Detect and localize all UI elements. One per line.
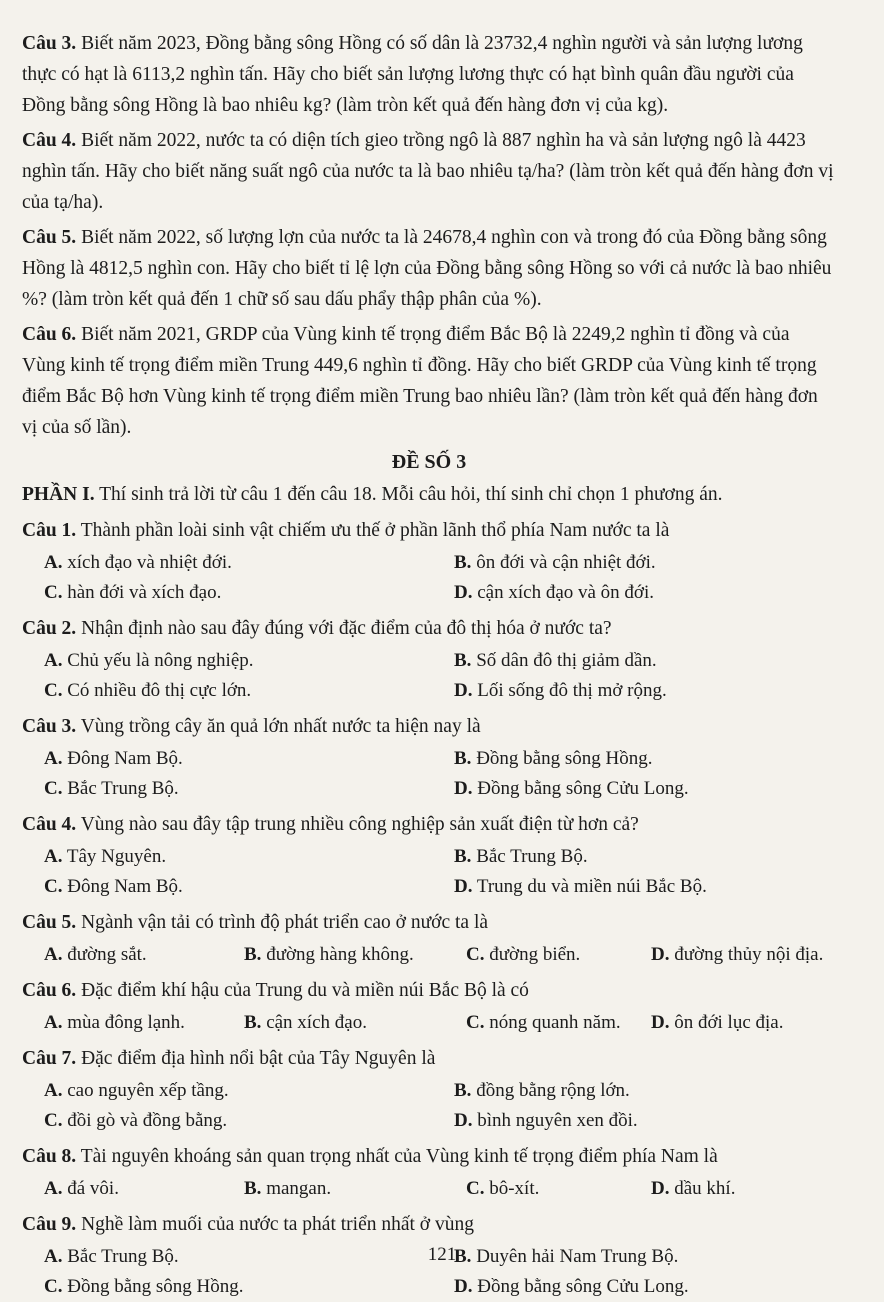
question-list	[22, 516, 836, 1302]
option-key: B.	[244, 1012, 262, 1033]
question-label: Câu 6.	[22, 980, 77, 1001]
part-label: PHẦN I.	[22, 484, 95, 505]
question-text: Thành phần loài sinh vật chiếm ưu thế ở phần lãnh thổ phía Nam nước ta là	[76, 520, 670, 541]
option-text: Đồng bằng sông Cửu Long.	[472, 778, 689, 799]
option-key: D.	[651, 944, 670, 965]
option-key: B.	[454, 650, 472, 671]
question-text: Biết năm 2022, số lượng lợn của nước ta là 24678,4 nghìn con và trong đó của Đồng bằng sông Hồng là 4812,5 nghìn con. Hãy cho biết tỉ lệ lợn của Đồng bằng sông Hồng so với cả nước là bao nhiêu %? (làm tròn kết quả đến 1 chữ số sau dấu phẩy thập phân của %).	[22, 227, 832, 310]
answer-option	[454, 1076, 836, 1106]
answer-option	[44, 676, 454, 706]
question	[22, 516, 836, 546]
answer-option	[44, 578, 454, 608]
answer-option	[44, 1076, 454, 1106]
question	[22, 1044, 836, 1074]
answer-option	[651, 940, 836, 970]
question-text: Nhận định nào sau đây đúng với đặc điểm của đô thị hóa ở nước ta?	[76, 618, 612, 639]
answer-option	[651, 1008, 836, 1038]
option-key: A.	[44, 846, 63, 867]
option-text: ôn đới và cận nhiệt đới.	[471, 552, 656, 573]
answer-option	[454, 1272, 836, 1302]
answer-options	[44, 1008, 836, 1038]
option-text: nóng quanh năm.	[484, 1012, 621, 1033]
question-label: Câu 6.	[22, 324, 77, 345]
answer-options	[44, 842, 836, 902]
question-text: Biết năm 2021, GRDP của Vùng kinh tế trọng điểm Bắc Bộ là 2249,2 nghìn tỉ đồng và của Vùng kinh tế trọng điểm miền Trung 449,6 nghìn tỉ đồng. Hãy cho biết GRDP của Vùng kinh tế trọng điểm Bắc Bộ hơn Vùng kinh tế trọng điểm miền Trung bao nhiêu lần? (làm tròn kết quả đến hàng đơn vị của số lần).	[22, 324, 818, 438]
option-text: dầu khí.	[669, 1178, 736, 1199]
part-text: Thí sinh trả lời từ câu 1 đến câu 18. Mỗi câu hỏi, thí sinh chỉ chọn 1 phương án.	[94, 484, 723, 505]
option-key: D.	[454, 778, 473, 799]
option-key: B.	[454, 1246, 472, 1267]
option-text: Lối sống đô thị mở rộng.	[472, 680, 667, 701]
question-label: Câu 2.	[22, 618, 77, 639]
option-key: C.	[44, 778, 63, 799]
option-key: D.	[454, 582, 473, 603]
intro-question	[22, 222, 836, 315]
answer-option	[244, 1174, 466, 1204]
option-text: Đồng bằng sông Hồng.	[471, 748, 653, 769]
answer-option	[244, 1008, 466, 1038]
option-key: B.	[454, 1080, 472, 1101]
question-text: Đặc điểm khí hậu của Trung du và miền núi Bắc Bộ là có	[76, 980, 529, 1001]
answer-option	[454, 646, 836, 676]
question	[22, 1142, 836, 1172]
option-key: D.	[651, 1178, 670, 1199]
page-number: 121	[427, 1244, 457, 1265]
answer-option	[44, 744, 454, 774]
option-key: C.	[44, 876, 63, 897]
option-text: đồi gò và đồng bằng.	[62, 1110, 228, 1131]
option-text: Trung du và miền núi Bắc Bộ.	[472, 876, 707, 897]
option-key: C.	[44, 582, 63, 603]
option-key: A.	[44, 1012, 63, 1033]
option-key: B.	[454, 748, 472, 769]
option-key: B.	[244, 1178, 262, 1199]
option-key: A.	[44, 944, 63, 965]
answer-options	[44, 940, 836, 970]
option-text: Bắc Trung Bộ.	[62, 778, 179, 799]
intro-question	[22, 319, 836, 443]
option-text: Tây Nguyên.	[62, 846, 167, 867]
answer-option	[44, 842, 454, 872]
question-label: Câu 5.	[22, 912, 77, 933]
question	[22, 1210, 836, 1240]
answer-option	[44, 1272, 454, 1302]
answer-option	[44, 1174, 244, 1204]
answer-option	[44, 548, 454, 578]
question-text: Biết năm 2023, Đồng bằng sông Hồng có số dân là 23732,4 nghìn người và sản lượng lương thực có hạt là 6113,2 nghìn tấn. Hãy cho biết sản lượng lương thực có hạt bình quân đầu người của Đồng bằng sông Hồng là bao nhiêu kg? (làm tròn kết quả đến hàng đơn vị của kg).	[22, 33, 803, 116]
option-text: mangan.	[261, 1178, 332, 1199]
option-key: B.	[244, 944, 262, 965]
option-text: cận xích đạo và ôn đới.	[472, 582, 655, 603]
answer-option	[454, 774, 836, 804]
option-key: D.	[454, 1276, 473, 1297]
option-text: Đông Nam Bộ.	[62, 748, 183, 769]
option-key: C.	[466, 1012, 485, 1033]
option-text: đường hàng không.	[261, 944, 414, 965]
option-key: A.	[44, 1080, 63, 1101]
answer-option	[244, 940, 466, 970]
option-key: D.	[454, 680, 473, 701]
question	[22, 712, 836, 742]
option-key: D.	[651, 1012, 670, 1033]
answer-option	[651, 1174, 836, 1204]
question	[22, 908, 836, 938]
option-text: Bắc Trung Bộ.	[471, 846, 588, 867]
intro-question	[22, 28, 836, 121]
intro-question	[22, 125, 836, 218]
option-key: A.	[44, 748, 63, 769]
answer-option	[454, 578, 836, 608]
option-key: A.	[44, 650, 63, 671]
option-text: hàn đới và xích đạo.	[62, 582, 222, 603]
answer-option	[466, 1008, 651, 1038]
exam-title: ĐỀ SỐ 3	[391, 451, 467, 473]
question-text: Ngành vận tải có trình độ phát triển cao ở nước ta là	[76, 912, 489, 933]
option-text: Số dân đô thị giảm dần.	[471, 650, 657, 671]
question-text: Nghề làm muối của nước ta phát triển nhất ở vùng	[76, 1214, 474, 1235]
question	[22, 614, 836, 644]
option-key: C.	[44, 680, 63, 701]
question-label: Câu 7.	[22, 1048, 77, 1069]
option-text: cao nguyên xếp tầng.	[62, 1080, 229, 1101]
answer-option	[466, 940, 651, 970]
answer-option	[454, 676, 836, 706]
option-text: mùa đông lạnh.	[62, 1012, 185, 1033]
option-key: D.	[454, 1110, 473, 1131]
answer-options	[44, 744, 836, 804]
option-key: B.	[454, 552, 472, 573]
option-text: Có nhiều đô thị cực lớn.	[62, 680, 252, 701]
option-key: B.	[454, 846, 472, 867]
option-key: A.	[44, 1178, 63, 1199]
option-key: C.	[44, 1276, 63, 1297]
answer-option	[454, 872, 836, 902]
question-label: Câu 3.	[22, 716, 77, 737]
option-text: Bắc Trung Bộ.	[62, 1246, 179, 1267]
option-key: C.	[44, 1110, 63, 1131]
option-text: đồng bằng rộng lớn.	[471, 1080, 630, 1101]
question-text: Biết năm 2022, nước ta có diện tích gieo trồng ngô là 887 nghìn ha và sản lượng ngô là 4423 nghìn tấn. Hãy cho biết năng suất ngô của nước ta là bao nhiêu tạ/ha? (làm tròn kết quả đến hàng đơn vị của tạ/ha).	[22, 130, 834, 213]
option-key: C.	[466, 944, 485, 965]
question-text: Tài nguyên khoáng sản quan trọng nhất của Vùng kinh tế trọng điểm phía Nam là	[76, 1146, 718, 1167]
option-key: A.	[44, 1246, 63, 1267]
option-text: bô-xít.	[484, 1178, 540, 1199]
question-label: Câu 5.	[22, 227, 77, 248]
answer-option	[454, 548, 836, 578]
option-text: Chủ yếu là nông nghiệp.	[62, 650, 254, 671]
question-label: Câu 3.	[22, 33, 77, 54]
question-label: Câu 4.	[22, 130, 77, 151]
option-text: Đông Nam Bộ.	[62, 876, 183, 897]
question-text: Vùng nào sau đây tập trung nhiều công nghiệp sản xuất điện từ hơn cả?	[76, 814, 639, 835]
option-key: A.	[44, 552, 63, 573]
part-instruction	[22, 480, 836, 510]
option-text: đường biển.	[484, 944, 581, 965]
option-text: ôn đới lục địa.	[669, 1012, 784, 1033]
answer-options	[44, 1076, 836, 1136]
answer-options	[44, 646, 836, 706]
answer-options	[44, 548, 836, 608]
question-label: Câu 1.	[22, 520, 77, 541]
answer-options	[44, 1174, 836, 1204]
option-text: bình nguyên xen đồi.	[472, 1110, 638, 1131]
option-text: Duyên hải Nam Trung Bộ.	[471, 1246, 679, 1267]
question-label: Câu 8.	[22, 1146, 77, 1167]
answer-option	[454, 842, 836, 872]
answer-option	[44, 1008, 244, 1038]
question-text: Đặc điểm địa hình nổi bật của Tây Nguyên là	[76, 1048, 436, 1069]
answer-option	[44, 1106, 454, 1136]
answer-option	[44, 872, 454, 902]
option-text: đá vôi.	[62, 1178, 119, 1199]
option-key: D.	[454, 876, 473, 897]
question	[22, 810, 836, 840]
option-text: Đồng bằng sông Hồng.	[62, 1276, 244, 1297]
question-label: Câu 4.	[22, 814, 77, 835]
answer-option	[44, 940, 244, 970]
option-key: C.	[466, 1178, 485, 1199]
question-label: Câu 9.	[22, 1214, 77, 1235]
answer-option	[466, 1174, 651, 1204]
question-text: Vùng trồng cây ăn quả lớn nhất nước ta hiện nay là	[76, 716, 481, 737]
option-text: Đồng bằng sông Cửu Long.	[472, 1276, 689, 1297]
answer-option	[454, 1106, 836, 1136]
answer-option	[454, 744, 836, 774]
option-text: cận xích đạo.	[261, 1012, 367, 1033]
answer-option	[44, 646, 454, 676]
option-text: đường thủy nội địa.	[669, 944, 824, 965]
option-text: đường sắt.	[62, 944, 147, 965]
intro-questions	[22, 28, 836, 443]
answer-option	[44, 774, 454, 804]
question	[22, 976, 836, 1006]
option-text: xích đạo và nhiệt đới.	[62, 552, 232, 573]
